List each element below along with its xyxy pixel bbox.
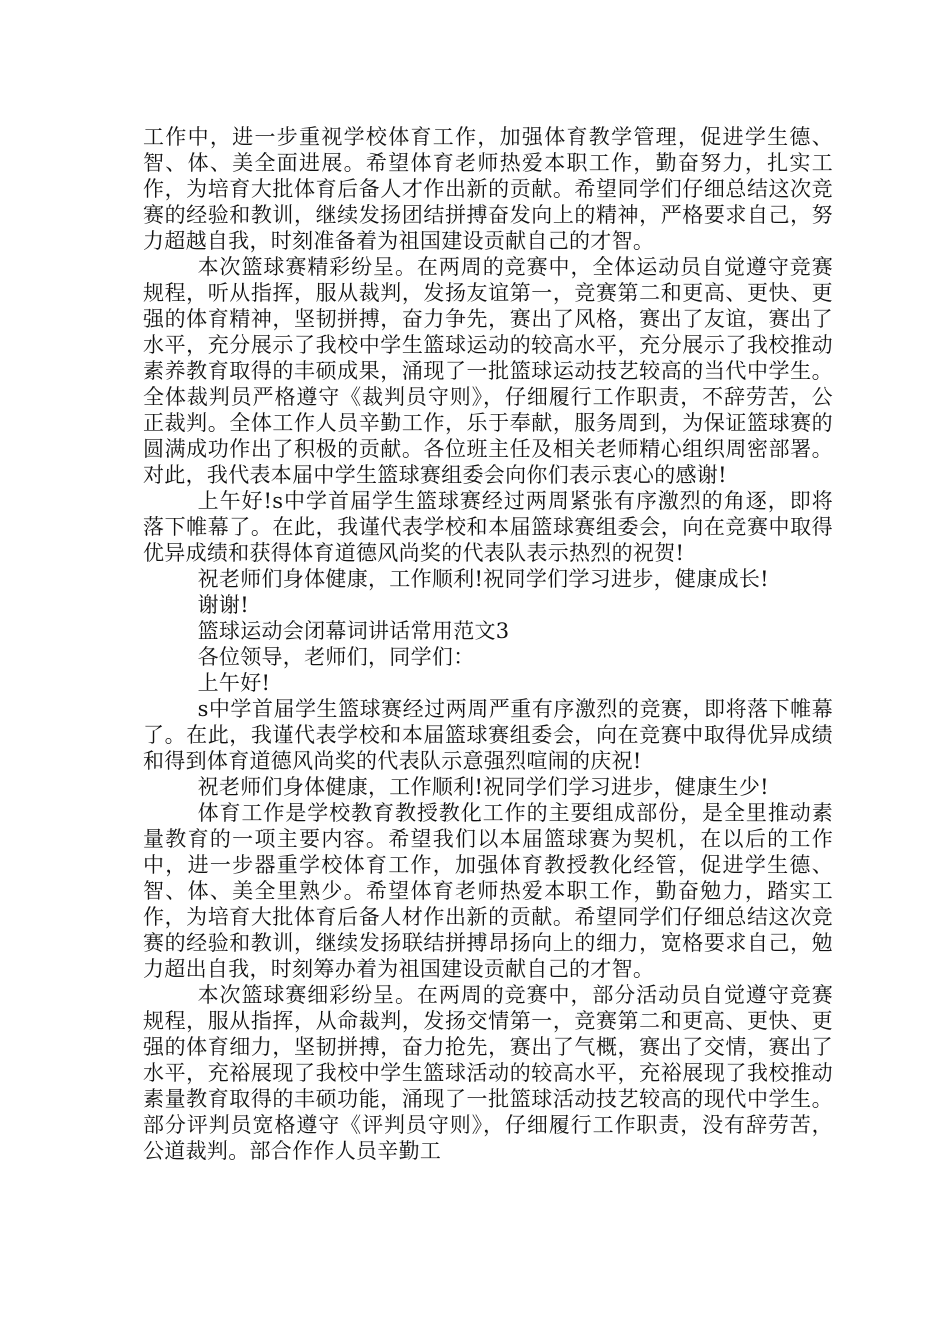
- paragraph-3: 上午好!s中学首届学生篮球赛经过两周紧张有序激烈的角逐，即将落下帷幕了。在此，我谨代表学校和本届篮球赛组委会，向在竞赛中取得优异成绩和获得体育道德风尚奖的代表队表示热烈的祝贺!: [143, 489, 833, 565]
- paragraph-5: 谢谢!: [197, 593, 249, 617]
- paragraph-2: 本次篮球赛精彩纷呈。在两周的竞赛中，全体运动员自觉遵守竞赛规程，听从指挥，服从裁判，发扬友谊第一，竞赛第二和更高、更快、更强的体育精神，坚韧拼搏，奋力争先，赛出了风格，赛出了友谊，赛出了水平，充分展示了我校中学生篮球运动的较高水平，充分展示了我校推动素养教育取得的丰硕成果，涌现了一批篮球运动技艺较高的当代中学生。全体裁判员严格遵守《裁判员守则》，仔细履行工作职责，不辞劳苦，公正裁判。全体工作人员辛勤工作，乐于奉献，服务周到，为保证篮球赛的圆满成功作出了积极的贡献。各位班主任及相关老师精心组织周密部署。对此，我代表本届中学生篮球赛组委会向你们表示衷心的感谢!: [143, 255, 833, 487]
- paragraph-4: 祝老师们身体健康，工作顺利!祝同学们学习进步，健康成长!: [197, 567, 769, 591]
- paragraph-1: 工作中，进一步重视学校体育工作，加强体育教学管理，促进学生德、智、体、美全面进展。希望体育老师热爱本职工作，勤奋努力，扎实工作，为培育大批体育后备人才作出新的贡献。希望同学们仔细总结这次竞赛的经验和教训，继续发扬团结拼搏奋发向上的精神，严格要求自己，努力超越自我，时刻准备着为祖国建设贡献自己的才智。: [143, 125, 833, 253]
- paragraph-10: 祝老师们身体健康，工作顺利!祝同学们学习进步，健康生少!: [197, 775, 769, 799]
- section-heading: 篮球运动会闭幕词讲话常用范文3: [197, 619, 510, 643]
- salutation: 各位领导，老师们，同学们：: [197, 645, 475, 669]
- paragraph-9: s中学首届学生篮球赛经过两周严重有序激烈的竞赛，即将落下帷幕了。在此，我谨代表学校和本届篮球赛组委会，向在竞赛中取得优异成绩和得到体育道德风尚奖的代表队示意强烈喧闹的庆祝!: [143, 697, 833, 773]
- document-body: [143, 124, 833, 1164]
- paragraph-12: 本次篮球赛细彩纷呈。在两周的竞赛中，部分活动员自觉遵守竞赛规程，服从指挥，从命裁判，发扬交情第一，竞赛第二和更高、更快、更强的体育细力，坚韧拼搏，奋力抢先，赛出了气概，赛出了交情，赛出了水平，充裕展现了我校中学生篮球活动的较高水平，充裕展现了我校推动素量教育取得的丰硕功能，涌现了一批篮球活动技艺较高的现代中学生。部分评判员宽格遵守《评判员守则》，仔细履行工作职责，没有辞劳苦，公道裁判。部合作作人员辛勤工: [143, 983, 833, 1163]
- greeting: 上午好!: [197, 671, 271, 695]
- paragraph-11: 体育工作是学校教育教授教化工作的主要组成部份，是全里推动素量教育的一项主要内容。希望我们以本届篮球赛为契机，在以后的工作中，进一步器重学校体育工作，加强体育教授教化经管，促进学生德、智、体、美全里熟少。希望体育老师热爱本职工作，勤奋勉力，踏实工作，为培育大批体育后备人材作出新的贡献。希望同学们仔细总结这次竞赛的经验和教训，继续发扬联结拼搏昂扬向上的细力，宽格要求自己，勉力超出自我，时刻筹办着为祖国建设贡献自己的才智。: [143, 801, 833, 981]
